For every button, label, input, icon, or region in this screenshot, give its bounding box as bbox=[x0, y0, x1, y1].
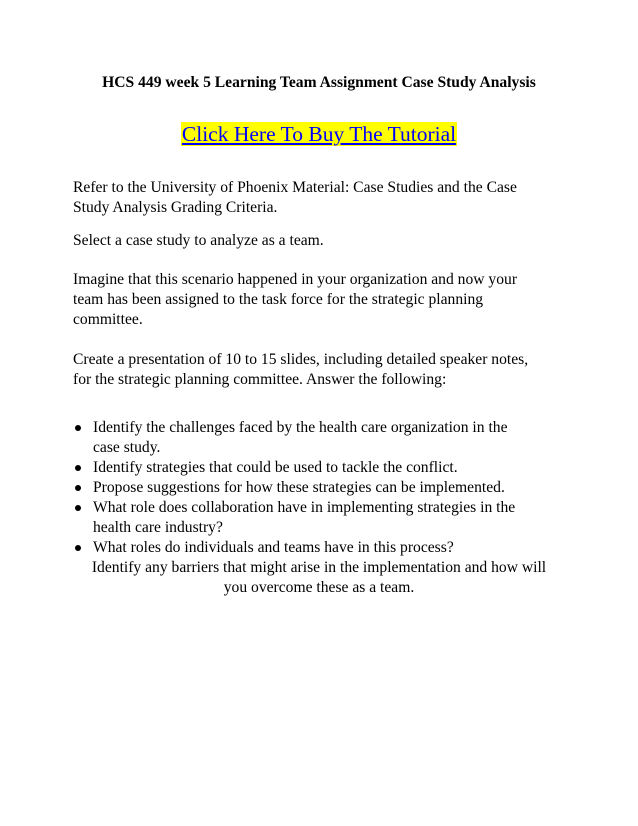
list-item-line: Propose suggestions for how these strategies can be implemented. bbox=[93, 479, 505, 496]
bullet-icon bbox=[75, 485, 81, 491]
paragraph-line: Select a case study to analyze as a team. bbox=[73, 232, 324, 249]
buy-tutorial-link[interactable]: Click Here To Buy The Tutorial bbox=[181, 122, 457, 146]
list-item bbox=[73, 538, 573, 558]
list-item bbox=[73, 458, 573, 478]
paragraph-line: team has been assigned to the task force for the strategic planning bbox=[73, 291, 484, 308]
list-item bbox=[73, 478, 573, 498]
list-item-line: Identify strategies that could be used to tackle the conflict. bbox=[93, 459, 458, 476]
bullet-icon bbox=[75, 425, 81, 431]
document-title: HCS 449 week 5 Learning Team Assignment Case Study Analysis bbox=[102, 74, 536, 91]
bullet-icon bbox=[75, 505, 81, 511]
paragraph-line: Imagine that this scenario happened in your organization and now your bbox=[73, 271, 518, 288]
paragraph-line: Create a presentation of 10 to 15 slides, including detailed speaker notes, bbox=[73, 351, 529, 368]
buy-tutorial-link-container bbox=[0, 119, 638, 152]
list-item-line: health care industry? bbox=[93, 519, 223, 536]
list-item bbox=[73, 418, 573, 458]
closing-paragraph bbox=[55, 558, 583, 598]
closing-line: you overcome these as a team. bbox=[223, 579, 415, 596]
paragraph-select-case bbox=[73, 231, 573, 251]
list-item-line: What role does collaboration have in implementing strategies in the bbox=[93, 499, 516, 516]
closing-line: Identify any barriers that might arise in the implementation and how will bbox=[91, 559, 547, 576]
list-item-line: Identify the challenges faced by the health care organization in the bbox=[93, 419, 508, 436]
bullet-icon bbox=[75, 545, 81, 551]
paragraph-line: Study Analysis Grading Criteria. bbox=[73, 199, 278, 216]
paragraph-imagine-scenario bbox=[73, 270, 573, 330]
paragraph-line: Refer to the University of Phoenix Material: Case Studies and the Case bbox=[73, 179, 517, 196]
requirements-list bbox=[73, 418, 573, 558]
paragraph-line: for the strategic planning committee. Answer the following: bbox=[73, 371, 447, 388]
list-item-line: What roles do individuals and teams have in this process? bbox=[93, 539, 454, 556]
bullet-icon bbox=[75, 465, 81, 471]
paragraph-line: committee. bbox=[73, 311, 143, 328]
paragraph-create-presentation bbox=[73, 350, 573, 390]
list-item-line: case study. bbox=[93, 439, 161, 456]
list-item bbox=[73, 498, 573, 538]
paragraph-refer-material bbox=[73, 178, 573, 218]
